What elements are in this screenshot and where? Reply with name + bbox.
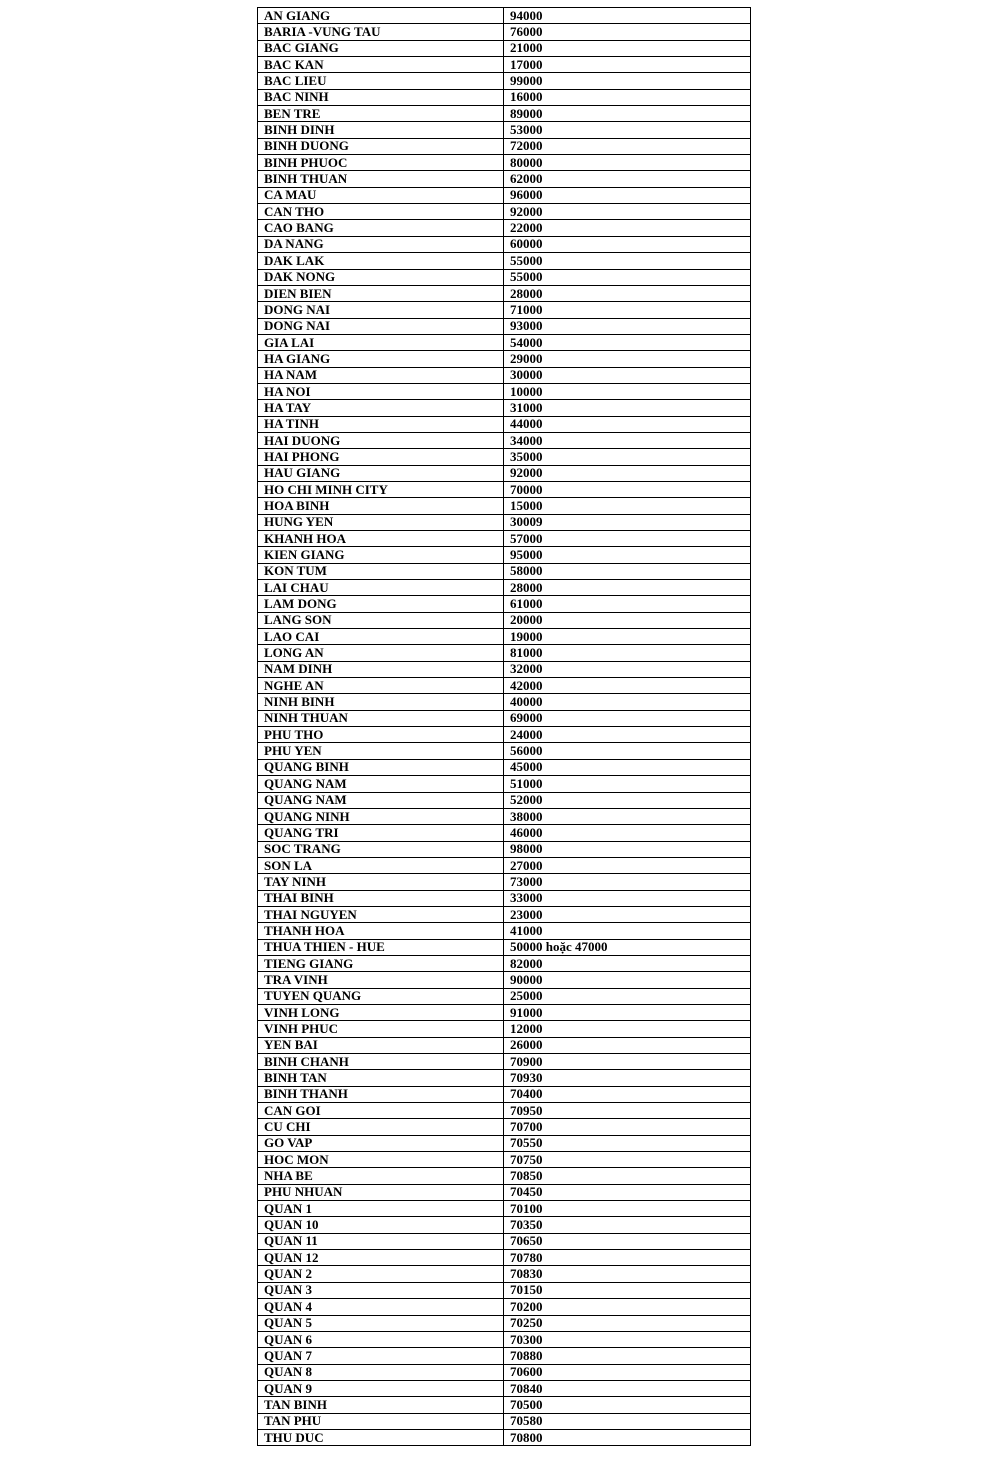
province-name-cell: GIA LAI — [258, 334, 504, 350]
postal-code-cell: 23000 — [504, 906, 751, 922]
province-name-cell: QUAN 4 — [258, 1299, 504, 1315]
table-row — [258, 792, 751, 808]
province-name-cell: QUANG NINH — [258, 808, 504, 824]
province-name-cell: HAU GIANG — [258, 465, 504, 481]
table-row — [258, 220, 751, 236]
postal-code-cell: 94000 — [504, 8, 751, 24]
postal-code-cell: 90000 — [504, 972, 751, 988]
province-name-cell: HA NAM — [258, 367, 504, 383]
postal-code-cell: 32000 — [504, 661, 751, 677]
province-name-cell: LAI CHAU — [258, 580, 504, 596]
postal-code-cell: 70600 — [504, 1364, 751, 1380]
postal-code-cell: 33000 — [504, 890, 751, 906]
table-row — [258, 302, 751, 318]
table-row — [258, 351, 751, 367]
postal-code-cell: 76000 — [504, 24, 751, 40]
province-name-cell: HUNG YEN — [258, 514, 504, 530]
postal-code-cell: 42000 — [504, 678, 751, 694]
province-name-cell: QUAN 7 — [258, 1348, 504, 1364]
province-name-cell: HAI PHONG — [258, 449, 504, 465]
postal-code-cell: 31000 — [504, 400, 751, 416]
table-row — [258, 1201, 751, 1217]
postal-code-cell: 15000 — [504, 498, 751, 514]
table-row — [258, 138, 751, 154]
province-name-cell: PHU NHUAN — [258, 1184, 504, 1200]
postal-code-cell: 70880 — [504, 1348, 751, 1364]
province-name-cell: BINH TAN — [258, 1070, 504, 1086]
province-name-cell: BAC LIEU — [258, 73, 504, 89]
postal-code-cell: 50000 hoặc 47000 — [504, 939, 751, 955]
table-row — [258, 808, 751, 824]
province-name-cell: SOC TRANG — [258, 841, 504, 857]
postal-code-cell: 55000 — [504, 253, 751, 269]
postal-code-cell: 27000 — [504, 857, 751, 873]
postal-code-cell: 70250 — [504, 1315, 751, 1331]
postal-code-cell: 55000 — [504, 269, 751, 285]
province-name-cell: DIEN BIEN — [258, 285, 504, 301]
province-name-cell: TAN BINH — [258, 1397, 504, 1413]
table-row — [258, 759, 751, 775]
province-name-cell: BINH THANH — [258, 1086, 504, 1102]
postal-code-cell: 69000 — [504, 710, 751, 726]
postal-code-table-body — [258, 8, 751, 1446]
province-name-cell: NAM DINH — [258, 661, 504, 677]
table-row — [258, 498, 751, 514]
postal-code-cell: 70750 — [504, 1152, 751, 1168]
province-name-cell: BINH PHUOC — [258, 155, 504, 171]
postal-code-cell: 70400 — [504, 1086, 751, 1102]
province-name-cell: SON LA — [258, 857, 504, 873]
postal-code-cell: 52000 — [504, 792, 751, 808]
table-row — [258, 988, 751, 1004]
table-row — [258, 1282, 751, 1298]
province-name-cell: VINH LONG — [258, 1004, 504, 1020]
postal-code-cell: 70830 — [504, 1266, 751, 1282]
postal-code-cell: 20000 — [504, 612, 751, 628]
province-name-cell: AN GIANG — [258, 8, 504, 24]
province-name-cell: THU DUC — [258, 1429, 504, 1445]
table-row — [258, 514, 751, 530]
province-name-cell: HA TAY — [258, 400, 504, 416]
province-name-cell: BAC NINH — [258, 89, 504, 105]
province-name-cell: VINH PHUC — [258, 1021, 504, 1037]
table-row — [258, 1315, 751, 1331]
province-name-cell: LANG SON — [258, 612, 504, 628]
province-name-cell: BINH THUAN — [258, 171, 504, 187]
table-row — [258, 1397, 751, 1413]
province-name-cell: DAK LAK — [258, 253, 504, 269]
province-name-cell: QUANG NAM — [258, 776, 504, 792]
table-row — [258, 334, 751, 350]
postal-code-cell: 70700 — [504, 1119, 751, 1135]
postal-code-cell: 44000 — [504, 416, 751, 432]
postal-code-cell: 70840 — [504, 1380, 751, 1396]
table-row — [258, 465, 751, 481]
postal-code-cell: 41000 — [504, 923, 751, 939]
table-row — [258, 1233, 751, 1249]
province-name-cell: QUAN 1 — [258, 1201, 504, 1217]
postal-code-cell: 25000 — [504, 988, 751, 1004]
province-name-cell: DONG NAI — [258, 302, 504, 318]
postal-code-cell: 82000 — [504, 955, 751, 971]
province-name-cell: BINH CHANH — [258, 1054, 504, 1070]
table-row — [258, 1103, 751, 1119]
table-row — [258, 106, 751, 122]
postal-code-cell: 70650 — [504, 1233, 751, 1249]
province-name-cell: HA NOI — [258, 383, 504, 399]
postal-code-cell: 58000 — [504, 563, 751, 579]
table-row — [258, 285, 751, 301]
province-name-cell: QUAN 11 — [258, 1233, 504, 1249]
postal-code-cell: 57000 — [504, 531, 751, 547]
postal-code-cell: 56000 — [504, 743, 751, 759]
table-row — [258, 1266, 751, 1282]
postal-code-cell: 28000 — [504, 580, 751, 596]
province-name-cell: QUANG NAM — [258, 792, 504, 808]
table-row — [258, 710, 751, 726]
table-row — [258, 1004, 751, 1020]
province-name-cell: QUAN 8 — [258, 1364, 504, 1380]
postal-code-cell: 51000 — [504, 776, 751, 792]
table-row — [258, 432, 751, 448]
postal-code-cell: 26000 — [504, 1037, 751, 1053]
table-row — [258, 1086, 751, 1102]
province-name-cell: HOA BINH — [258, 498, 504, 514]
postal-code-cell: 70580 — [504, 1413, 751, 1429]
table-row — [258, 955, 751, 971]
table-row — [258, 481, 751, 497]
province-name-cell: BINH DUONG — [258, 138, 504, 154]
table-row — [258, 1152, 751, 1168]
province-name-cell: HA TINH — [258, 416, 504, 432]
table-row — [258, 841, 751, 857]
province-name-cell: QUANG TRI — [258, 825, 504, 841]
table-row — [258, 531, 751, 547]
postal-code-cell: 80000 — [504, 155, 751, 171]
postal-code-cell: 70350 — [504, 1217, 751, 1233]
postal-code-cell: 70900 — [504, 1054, 751, 1070]
postal-code-cell: 29000 — [504, 351, 751, 367]
table-row — [258, 269, 751, 285]
table-row — [258, 874, 751, 890]
province-name-cell: DONG NAI — [258, 318, 504, 334]
province-name-cell: KON TUM — [258, 563, 504, 579]
postal-code-cell: 70850 — [504, 1168, 751, 1184]
province-name-cell: NINH THUAN — [258, 710, 504, 726]
province-name-cell: DAK NONG — [258, 269, 504, 285]
table-row — [258, 57, 751, 73]
table-row — [258, 612, 751, 628]
postal-code-cell: 45000 — [504, 759, 751, 775]
table-row — [258, 89, 751, 105]
table-row — [258, 1070, 751, 1086]
postal-code-cell: 19000 — [504, 629, 751, 645]
postal-code-cell: 70150 — [504, 1282, 751, 1298]
province-name-cell: QUAN 10 — [258, 1217, 504, 1233]
province-name-cell: QUAN 9 — [258, 1380, 504, 1396]
table-row — [258, 171, 751, 187]
postal-code-cell: 93000 — [504, 318, 751, 334]
province-name-cell: THAI BINH — [258, 890, 504, 906]
table-row — [258, 596, 751, 612]
province-name-cell: BINH DINH — [258, 122, 504, 138]
table-row — [258, 1184, 751, 1200]
table-row — [258, 825, 751, 841]
table-row — [258, 1331, 751, 1347]
postal-code-cell: 21000 — [504, 40, 751, 56]
table-row — [258, 383, 751, 399]
table-row — [258, 1250, 751, 1266]
postal-code-cell: 70950 — [504, 1103, 751, 1119]
postal-code-cell: 91000 — [504, 1004, 751, 1020]
postal-code-cell: 17000 — [504, 57, 751, 73]
table-row — [258, 580, 751, 596]
table-row — [258, 1135, 751, 1151]
table-row — [258, 1380, 751, 1396]
postal-code-cell: 16000 — [504, 89, 751, 105]
postal-code-cell: 73000 — [504, 874, 751, 890]
table-row — [258, 547, 751, 563]
postal-code-cell: 70800 — [504, 1429, 751, 1445]
postal-code-cell: 30000 — [504, 367, 751, 383]
province-name-cell: CA MAU — [258, 187, 504, 203]
table-row — [258, 972, 751, 988]
table-row — [258, 629, 751, 645]
province-name-cell: HA GIANG — [258, 351, 504, 367]
postal-code-cell: 54000 — [504, 334, 751, 350]
table-row — [258, 776, 751, 792]
province-name-cell: THANH HOA — [258, 923, 504, 939]
postal-code-cell: 96000 — [504, 187, 751, 203]
table-row — [258, 743, 751, 759]
postal-code-cell: 34000 — [504, 432, 751, 448]
table-row — [258, 416, 751, 432]
table-row — [258, 1054, 751, 1070]
postal-code-cell: 70000 — [504, 481, 751, 497]
province-name-cell: THAI NGUYEN — [258, 906, 504, 922]
postal-code-cell: 70780 — [504, 1250, 751, 1266]
province-name-cell: NHA BE — [258, 1168, 504, 1184]
province-name-cell: BARIA -VUNG TAU — [258, 24, 504, 40]
table-row — [258, 8, 751, 24]
postal-code-cell: 60000 — [504, 236, 751, 252]
province-name-cell: HO CHI MINH CITY — [258, 481, 504, 497]
province-name-cell: TRA VINH — [258, 972, 504, 988]
table-row — [258, 890, 751, 906]
table-row — [258, 73, 751, 89]
province-name-cell: KIEN GIANG — [258, 547, 504, 563]
table-row — [258, 204, 751, 220]
province-name-cell: QUANG BINH — [258, 759, 504, 775]
postal-code-cell: 28000 — [504, 285, 751, 301]
province-name-cell: QUAN 2 — [258, 1266, 504, 1282]
province-name-cell: DA NANG — [258, 236, 504, 252]
postal-code-cell: 70500 — [504, 1397, 751, 1413]
province-name-cell: CU CHI — [258, 1119, 504, 1135]
postal-code-cell: 53000 — [504, 122, 751, 138]
province-name-cell: NINH BINH — [258, 694, 504, 710]
province-name-cell: KHANH HOA — [258, 531, 504, 547]
table-row — [258, 236, 751, 252]
table-row — [258, 24, 751, 40]
postal-code-cell: 30009 — [504, 514, 751, 530]
table-row — [258, 400, 751, 416]
table-row — [258, 1299, 751, 1315]
postal-code-cell: 81000 — [504, 645, 751, 661]
table-row — [258, 187, 751, 203]
province-name-cell: BEN TRE — [258, 106, 504, 122]
postal-code-cell: 70300 — [504, 1331, 751, 1347]
postal-code-cell: 98000 — [504, 841, 751, 857]
province-name-cell: CAN THO — [258, 204, 504, 220]
province-name-cell: LONG AN — [258, 645, 504, 661]
table-row — [258, 1119, 751, 1135]
table-row — [258, 923, 751, 939]
table-row — [258, 1413, 751, 1429]
postal-code-cell: 72000 — [504, 138, 751, 154]
province-name-cell: BAC KAN — [258, 57, 504, 73]
postal-code-cell: 61000 — [504, 596, 751, 612]
table-row — [258, 1348, 751, 1364]
postal-code-cell: 70930 — [504, 1070, 751, 1086]
postal-code-table — [257, 7, 751, 1446]
postal-code-cell: 62000 — [504, 171, 751, 187]
postal-code-cell: 24000 — [504, 727, 751, 743]
table-row — [258, 661, 751, 677]
province-name-cell: CAN GOI — [258, 1103, 504, 1119]
table-row — [258, 1037, 751, 1053]
postal-code-cell: 70450 — [504, 1184, 751, 1200]
table-row — [258, 906, 751, 922]
province-name-cell: LAM DONG — [258, 596, 504, 612]
postal-code-cell: 10000 — [504, 383, 751, 399]
province-name-cell: TUYEN QUANG — [258, 988, 504, 1004]
postal-code-cell: 22000 — [504, 220, 751, 236]
postal-code-cell: 89000 — [504, 106, 751, 122]
province-name-cell: QUAN 5 — [258, 1315, 504, 1331]
postal-code-cell: 99000 — [504, 73, 751, 89]
province-name-cell: PHU THO — [258, 727, 504, 743]
table-row — [258, 40, 751, 56]
province-name-cell: TAN PHU — [258, 1413, 504, 1429]
province-name-cell: TIENG GIANG — [258, 955, 504, 971]
province-name-cell: NGHE AN — [258, 678, 504, 694]
table-row — [258, 253, 751, 269]
postal-code-cell: 40000 — [504, 694, 751, 710]
table-row — [258, 122, 751, 138]
table-row — [258, 727, 751, 743]
province-name-cell: THUA THIEN - HUE — [258, 939, 504, 955]
province-name-cell: LAO CAI — [258, 629, 504, 645]
table-row — [258, 1429, 751, 1445]
province-name-cell: QUAN 6 — [258, 1331, 504, 1347]
table-row — [258, 645, 751, 661]
table-row — [258, 1168, 751, 1184]
province-name-cell: YEN BAI — [258, 1037, 504, 1053]
table-row — [258, 1217, 751, 1233]
table-row — [258, 449, 751, 465]
province-name-cell: BAC GIANG — [258, 40, 504, 56]
province-name-cell: HOC MON — [258, 1152, 504, 1168]
postal-code-cell: 71000 — [504, 302, 751, 318]
table-row — [258, 939, 751, 955]
postal-code-cell: 12000 — [504, 1021, 751, 1037]
postal-code-cell: 38000 — [504, 808, 751, 824]
postal-code-cell: 70200 — [504, 1299, 751, 1315]
table-row — [258, 1021, 751, 1037]
table-row — [258, 563, 751, 579]
table-row — [258, 694, 751, 710]
table-row — [258, 155, 751, 171]
postal-code-cell: 70550 — [504, 1135, 751, 1151]
postal-code-cell: 46000 — [504, 825, 751, 841]
province-name-cell: GO VAP — [258, 1135, 504, 1151]
province-name-cell: QUAN 3 — [258, 1282, 504, 1298]
table-row — [258, 678, 751, 694]
postal-code-cell: 92000 — [504, 465, 751, 481]
postal-code-cell: 35000 — [504, 449, 751, 465]
table-row — [258, 318, 751, 334]
province-name-cell: CAO BANG — [258, 220, 504, 236]
table-row — [258, 1364, 751, 1380]
province-name-cell: QUAN 12 — [258, 1250, 504, 1266]
province-name-cell: TAY NINH — [258, 874, 504, 890]
postal-code-cell: 92000 — [504, 204, 751, 220]
postal-code-cell: 95000 — [504, 547, 751, 563]
postal-code-cell: 70100 — [504, 1201, 751, 1217]
table-row — [258, 367, 751, 383]
table-row — [258, 857, 751, 873]
province-name-cell: HAI DUONG — [258, 432, 504, 448]
province-name-cell: PHU YEN — [258, 743, 504, 759]
